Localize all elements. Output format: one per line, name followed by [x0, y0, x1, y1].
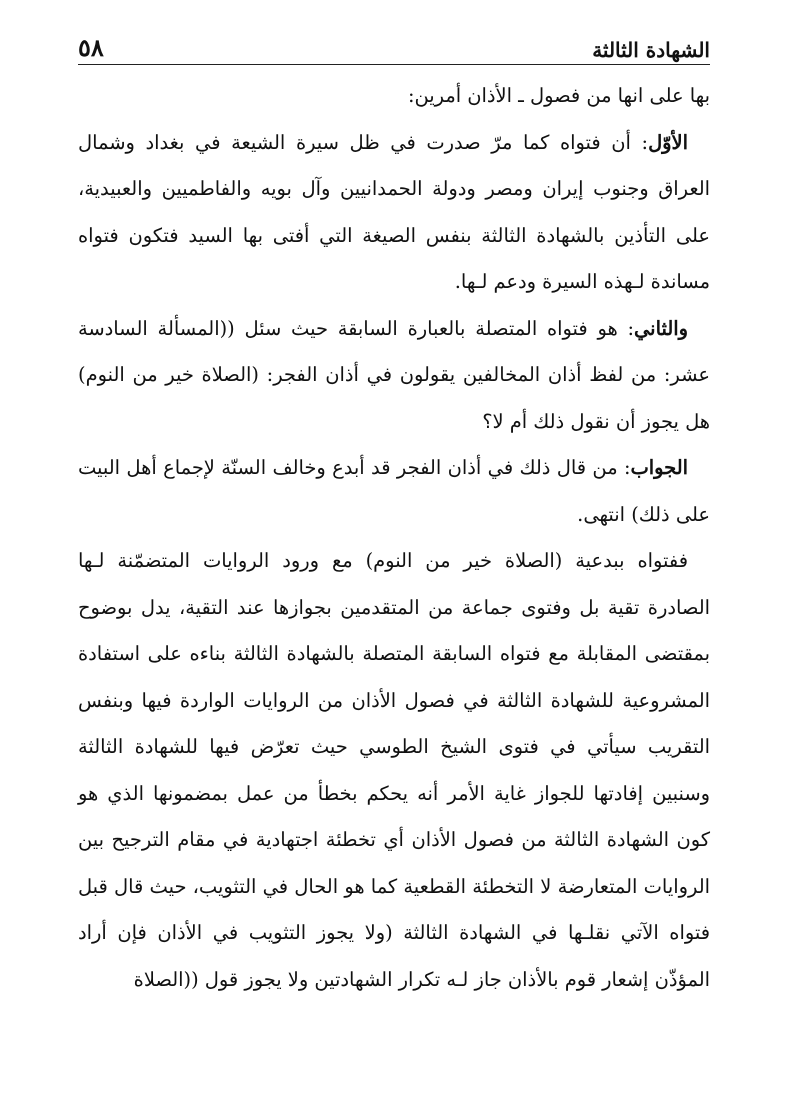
body-text [78, 73, 710, 1003]
paragraph-text: : هو فتواه المتصلة بالعبارة السابقة حيث سئل ((المسألة السادسة عشر: من لفظ أذان المخالفين يقولون في أذان الفجر: (الصلاة خير من النوم) هل يجوز أن نقول ذلك أم لا؟ [78, 316, 710, 433]
page-number: ٥٨ [78, 33, 104, 62]
book-page [78, 28, 710, 1003]
running-title: الشهادة الثالثة [592, 38, 710, 62]
paragraph-lead: الجواب [630, 456, 688, 479]
paragraph-discussion [78, 538, 710, 1003]
paragraph-text: ففتواه ببدعية (الصلاة خير من النوم) مع ورود الروايات المتضمّنة لـها الصادرة تقية بل وفتوى جماعة من المتقدمين بجوازها عند التقية، يدل بوضوح بمقتضى المقابلة مع فتواه السابقة المتصلة بالشهادة الثالثة بناءه على استفادة المشروعية للشهادة الثالثة في فصول الأذان من الروايات الواردة فيها وبنفس التقريب سيأتي في فتوى الشيخ الطوسي حيث تعرّض فيها للشهادة الثالثة وسنبين إفادتها للجواز غاية الأمر أنه يحكم بخطأ من عمل بمضمونها الذي هو كون الشهادة الثالثة من فصول الأذان أي تخطئة اجتهادية في مقام الترجيح بين الروايات المتعارضة لا التخطئة القطعية كما هو الحال في التثويب، حيث قال قبل فتواه الآتي نقلـها في الشهادة الثالثة (ولا يجوز التثويب في الأذان فإن أراد المؤذّن إشعار قوم بالأذان جاز لـه تكرار الشهادتين ولا يجوز قول ((الصلاة [78, 549, 710, 991]
paragraph-text: بها على انها من فصول ـ الأذان أمرين: [407, 84, 710, 107]
paragraph-intro [78, 73, 710, 120]
paragraph-second-point [78, 306, 710, 446]
paragraph-text: : أن فتواه كما مرّ صدرت في ظل سيرة الشيعة في بغداد وشمال العراق وجنوب إيران ومصر ودولة الحمدانيين وآل بويه والفاطميين والعبيدية، على التأذين بالشهادة الثالثة بنفس الصيغة التي أفتى بها السيد فتكون فتواه مساندة لـهذه السيرة ودعم لـها. [78, 130, 710, 293]
paragraph-text: : من قال ذلك في أذان الفجر قد أبدع وخالف السنّة لإجماع أهل البيت على ذلك) انتهى. [78, 456, 710, 526]
paragraph-lead: الأوّل [648, 130, 688, 154]
paragraph-first-point [78, 120, 710, 306]
paragraph-lead: والثاني [634, 316, 688, 340]
paragraph-answer [78, 445, 710, 538]
running-header [78, 28, 710, 65]
